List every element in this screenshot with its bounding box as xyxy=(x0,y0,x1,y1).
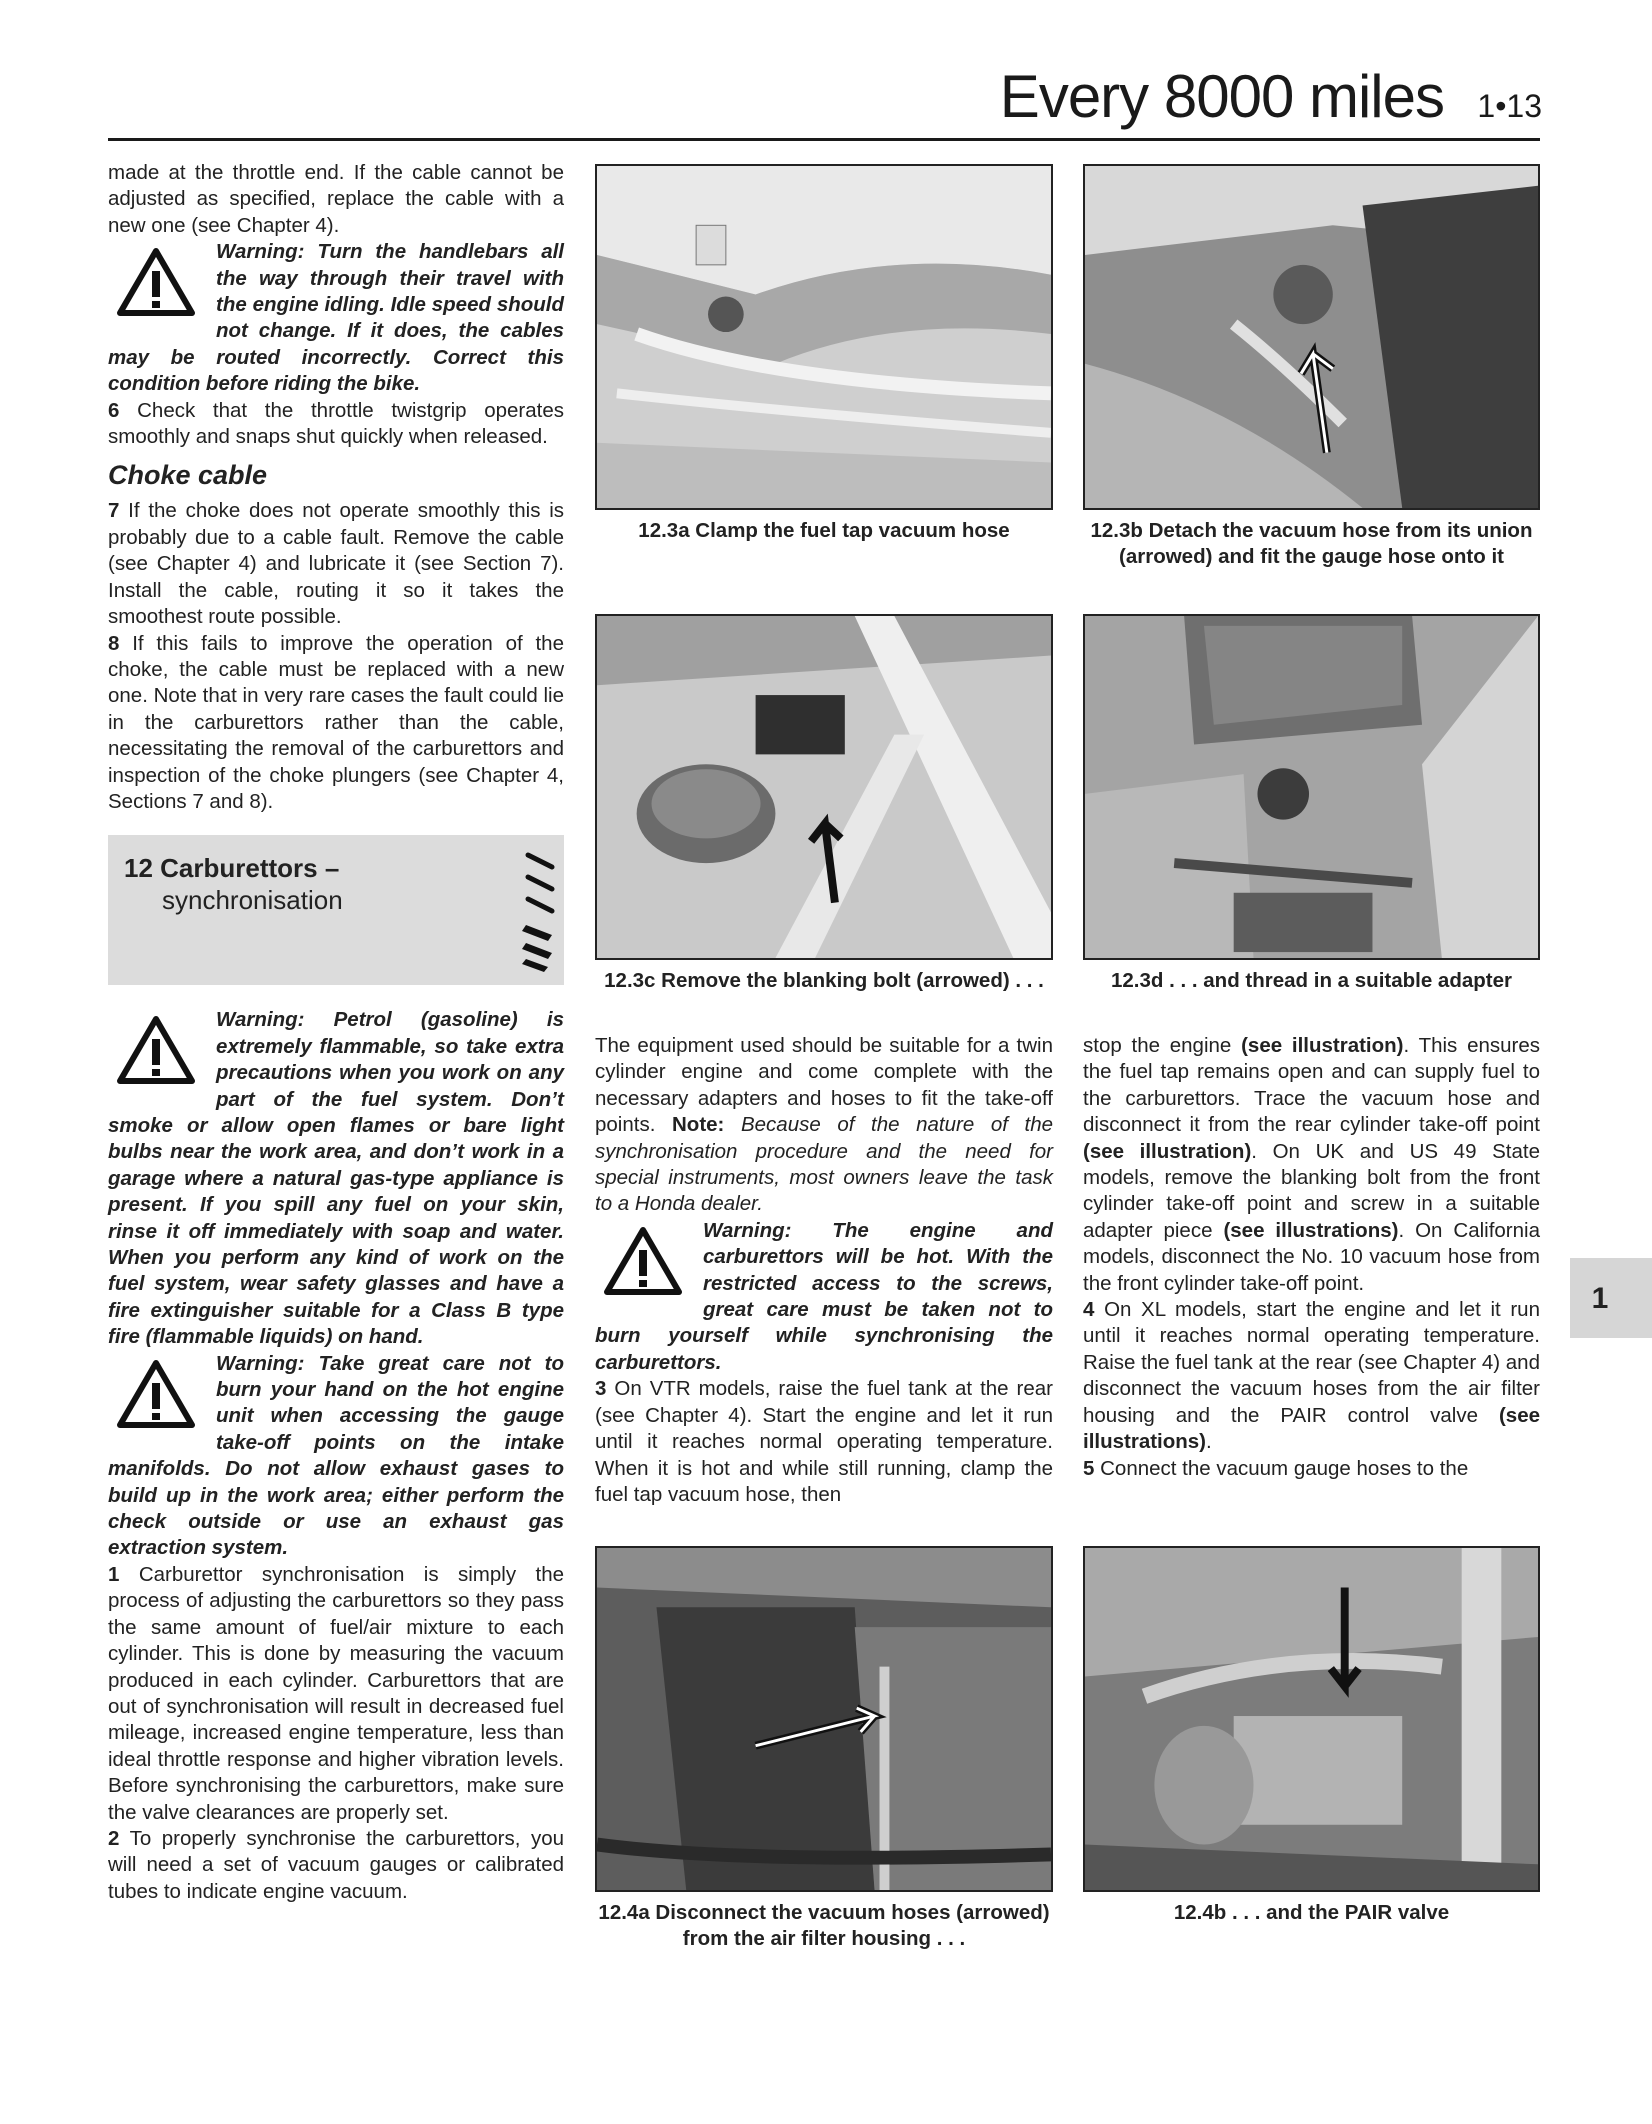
warning-triangle-icon xyxy=(108,1007,208,1087)
paragraph-4 xyxy=(1083,1297,1540,1455)
text-run: stop the engine xyxy=(1083,1034,1232,1057)
paragraph-2 xyxy=(108,1826,564,1905)
column-right xyxy=(1083,1033,1540,1482)
warning-handlebars xyxy=(108,239,564,397)
paragraph-3-text: On VTR models, raise the fuel tank at the rear (see Chapter 4). Start the engine and let it run until it reaches normal operating temperature. When it is hot and while still running, clamp the fuel tap vacuum hose, then xyxy=(595,1377,1053,1506)
paragraph-8-text: If this fails to improve the operation of the choke, the cable must be replaced with a new one. Note that in very rare cases the fault could lie in the carburettors rather than the cable, necessitating the removal of the carburettors and inspection of the choke plungers (see Chapter 4, Sections 7 and 8). xyxy=(108,631,564,813)
paragraph-7-text: If the choke does not operate smoothly this is probably due to a cable fault. Remove the cable (see Chapter 4) and lubricate it (see Section 7). Install the cable, routing it so it takes the smoothest route possible. xyxy=(108,499,565,629)
paragraph-1-text: Carburettor synchronisation is simply the process of adjusting the carburettors so they pass the same amount of fuel/air mixture to each cylinder. This is done by measuring the vacuum produced in each cylinder. Carburettors that are out of synchronisation will result in decreased fuel mileage, increased engine temperature, less than ideal throttle response and higher vibration levels. Before synchronising the carburettors, make sure the valve clearances are properly set. xyxy=(108,1562,564,1824)
text-run: . xyxy=(1206,1430,1212,1454)
photo-12-3d xyxy=(1083,614,1540,960)
caption-12-3b: 12.3b Detach the vacuum hose from its union (arrowed) and fit the gauge hose onto it xyxy=(1090,519,1533,569)
column-middle xyxy=(595,1033,1053,1508)
photo-12-3b xyxy=(1083,164,1540,510)
step-number: 7 xyxy=(108,499,120,523)
warning-engine-hot-text: Warning: The engine and carburettors will be hot. With the restricted access to the screws, great care must be taken not to burn yourself while synchronising the carburettors. xyxy=(595,1218,1053,1374)
header-rule xyxy=(108,138,1540,141)
caption-12-4a: 12.4a Disconnect the vacuum hoses (arrowed) from the air filter housing . . . xyxy=(598,1901,1050,1951)
warning-petrol-text: Warning: Petrol (gasoline) is extremely flammable, so take extra precautions when you work on any part of the fuel system. Don’t smoke or allow open flames or bare light bulbs near the work area, and don’t work in a garage where a natural gas-type appliance is present. If you spill any fuel on your skin, rinse it off immediately with soap and water. When you perform any kind of work on the fuel system, wear safety glasses and have a fire extinguisher suitable for a Class B type fire (flammable liquids) on hand. xyxy=(108,1008,564,1349)
page-number: 1•13 xyxy=(1477,88,1542,124)
warning-petrol xyxy=(108,1007,564,1350)
section-subtitle: synchronisation xyxy=(162,885,343,916)
note-text: Because of the nature of the synchronisation procedure and the need for special instruments, most owners leave the task to a Honda dealer. xyxy=(595,1113,1053,1216)
text-run: . On California models, disconnect the No. 10 vacuum hose from the front cylinder take-off point. xyxy=(1083,1218,1540,1295)
paragraph-6-text: Check that the throttle twistgrip operates smoothly and snaps shut quickly when released. xyxy=(108,398,564,449)
step-number: 2 xyxy=(108,1826,120,1850)
column-left xyxy=(108,160,564,1905)
paragraph-5 xyxy=(1083,1456,1540,1482)
warning-engine-hot xyxy=(595,1218,1053,1376)
paragraph-3 xyxy=(595,1376,1053,1508)
warning-triangle-icon xyxy=(108,239,208,319)
caption-12-3a: 12.3a Clamp the fuel tap vacuum hose xyxy=(638,519,1010,542)
step-number: 5 xyxy=(1083,1456,1095,1480)
step-number: 4 xyxy=(1083,1298,1095,1322)
photo-12-3c xyxy=(595,614,1053,960)
warning-triangle-icon xyxy=(595,1218,695,1298)
paragraph-6 xyxy=(108,398,564,451)
paragraph-8 xyxy=(108,631,564,816)
warning-hot-engine-text: Warning: Take great care not to burn your hand on the hot engine unit when accessing the gauge take-off points on the intake manifolds. Do not allow exhaust gases to build up in the work area; either perform the check outside or use an exhaust gas extraction system. xyxy=(108,1351,564,1560)
section-title: 12 Carburettors – xyxy=(124,853,340,884)
page-title: Every 8000 miles xyxy=(999,63,1444,130)
illustration-ref: (see illustration) xyxy=(1083,1139,1252,1163)
step-number: 3 xyxy=(595,1377,607,1401)
text-run: On XL models, start the engine and let it run until it reaches normal operating temperature. Raise the fuel tank at the rear (see Chapter 4) and disconnect the vacuum hoses from the air filter housing and the PAIR control valve xyxy=(1083,1298,1540,1427)
section-heading-box xyxy=(108,835,564,985)
warning-hot-engine xyxy=(108,1351,564,1562)
paragraph-equipment xyxy=(595,1033,1053,1218)
warning-handlebars-text: Warning: Turn the handlebars all the way through their travel with the engine idling. Idle speed should not change. If it does, the cables may be routed incorrectly. Correct this condition before riding the bike. xyxy=(108,240,564,396)
note-label: Note: xyxy=(672,1113,725,1137)
paragraph-stop-engine xyxy=(1083,1033,1540,1297)
illustration-ref: (see illustration) xyxy=(1241,1034,1404,1057)
photo-12-4a xyxy=(595,1546,1053,1892)
caption-12-3c: 12.3c Remove the blanking bolt (arrowed) . . . xyxy=(604,969,1044,992)
text-run: . On UK and US 49 State models, remove the blanking bolt from the front cylinder take-off point and screw in a suitable adapter piece xyxy=(1083,1139,1540,1242)
photo-12-4b xyxy=(1083,1546,1540,1892)
paragraph-1 xyxy=(108,1562,564,1826)
warning-triangle-icon xyxy=(108,1351,208,1431)
chapter-tab-label: 1 xyxy=(1591,1282,1609,1315)
paragraph-2-text: To properly synchronise the carburettors, you will need a set of vacuum gauges or calibrated tubes to indicate engine vacuum. xyxy=(108,1826,564,1903)
photo-12-3a xyxy=(595,164,1053,510)
step-number: 1 xyxy=(108,1562,120,1586)
illustration-ref: (see illustrations) xyxy=(1083,1403,1541,1454)
illustration-ref: (see illustrations) xyxy=(1223,1218,1399,1242)
paragraph-7 xyxy=(108,498,564,630)
choke-cable-heading: Choke cable xyxy=(108,460,268,491)
paragraph-intro: made at the throttle end. If the cable cannot be adjusted as specified, replace the cable with a new one (see Chapter 4). xyxy=(108,161,564,237)
step-number: 6 xyxy=(108,398,120,422)
paragraph-5-text: Connect the vacuum gauge hoses to the xyxy=(1100,1456,1469,1480)
text-run: . This ensures the fuel tap remains open and can supply fuel to the carburettors. Trace the vacuum hose and disconnect it from the rear cylinder take-off point xyxy=(1083,1034,1540,1137)
step-number: 8 xyxy=(108,631,120,655)
paragraph-equipment-text: The equipment used should be suitable for a twin cylinder engine and come complete with the necessary adapters and hoses to fit the take-off points. xyxy=(595,1034,1053,1137)
caption-12-4b: 12.4b . . . and the PAIR valve xyxy=(1173,1901,1450,1924)
chapter-tab xyxy=(1570,1258,1652,1338)
caption-12-3d: 12.3d . . . and thread in a suitable adapter xyxy=(1110,969,1512,992)
spanner-difficulty-icon xyxy=(520,845,560,980)
